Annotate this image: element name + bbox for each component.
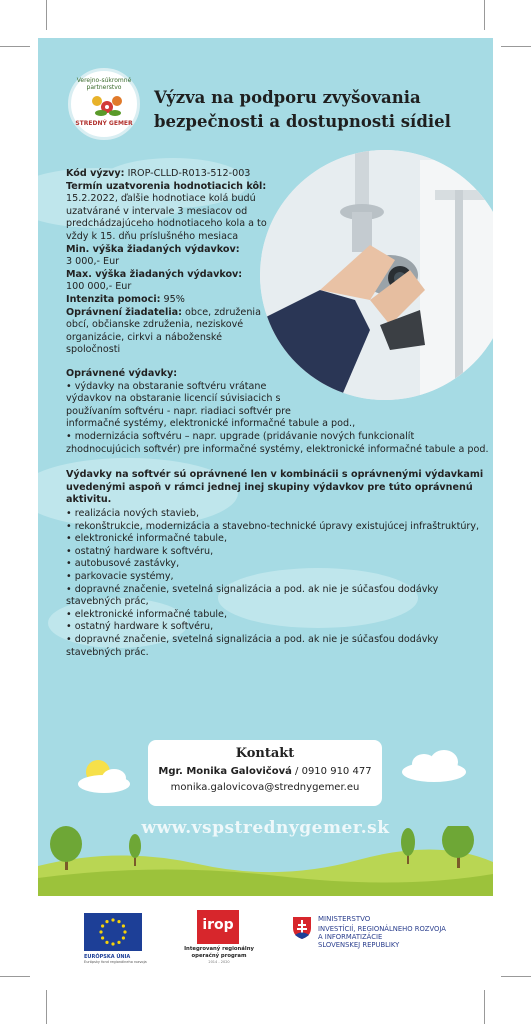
crop-mark xyxy=(501,976,531,977)
cctv-camera-illustration xyxy=(260,150,493,400)
max-value: 100 000,- Eur xyxy=(66,281,132,293)
vydavky-block xyxy=(66,368,493,456)
list-item: • rekonštrukcie, modernizácia a stavebno-technické úpravy existujúcej infraštruktúry, xyxy=(66,520,480,532)
cloud-icon xyxy=(394,746,474,786)
website-url[interactable]: www.vspstrednygemer.sk xyxy=(141,818,390,838)
slovak-crest-icon xyxy=(292,916,312,940)
irop-logo: irop xyxy=(197,910,239,944)
crop-mark xyxy=(46,990,47,1024)
contact-name: Mgr. Monika Galovičová xyxy=(158,766,292,777)
eu-subcaption: Európsky fond regionálneho rozvoja xyxy=(84,960,147,964)
cctv-installation-photo xyxy=(260,150,493,400)
kod-label: Kód výzvy: xyxy=(66,168,125,179)
min-value: 3 000,- Eur xyxy=(66,256,120,268)
contact-email[interactable]: monika.galovicova@strednygemer.eu xyxy=(170,782,360,793)
termin-label: Termín uzatvorenia hodnotiacich kôl: xyxy=(66,180,267,192)
vydavky-line: • modernizácia softvéru – napr. upgrade (pridávanie nových funkcionalít xyxy=(66,430,415,442)
contact-phone[interactable]: / 0910 910 477 xyxy=(295,766,372,777)
logo-bottom-text: STREDNÝ GEMER xyxy=(75,120,133,127)
vydavky-line: používaním softvéru - napr. riadiaci softvér pre xyxy=(66,405,291,417)
vydavky-label: Oprávnené výdavky: xyxy=(66,368,178,379)
intenzita: Intenzita pomoci: 95% xyxy=(66,293,185,305)
contact-title: Kontakt xyxy=(235,746,295,761)
ministry-title: MINISTERSTVO xyxy=(318,915,371,923)
title-line: bezpečnosti a dostupnosti sídiel xyxy=(154,112,451,131)
list-item: • elektronické informačné tabule, xyxy=(66,533,228,545)
kod-vyzvy xyxy=(66,168,271,181)
crop-mark xyxy=(0,46,30,47)
eu-flag-icon xyxy=(84,913,142,951)
list-item: • ostatný hardware k softvéru, xyxy=(66,545,214,557)
crop-mark xyxy=(484,0,485,30)
crop-mark xyxy=(501,46,531,47)
contact-name-phone xyxy=(148,766,382,777)
partner-logos xyxy=(0,910,531,970)
note-line: uvedenými aspoň v rámci jednej inej skupiny výdavkov pre túto oprávnenú aktivitu. xyxy=(66,481,473,506)
ministry-line: INVESTÍCIÍ, REGIONÁLNEHO ROZVOJA xyxy=(318,925,446,933)
vydavky-line: zhodnocujúcich softvér) pre informačné systémy, elektronické informačné tabule a pod. xyxy=(66,443,489,455)
sun-cloud-icon xyxy=(66,756,146,796)
irop-caption: Integrovaný regionálny operačný program xyxy=(184,946,254,959)
opravneni-line: spoločnosti xyxy=(66,344,121,356)
min-label: Min. výška žiadaných výdavkov: xyxy=(66,243,240,255)
activity-list xyxy=(66,508,493,659)
max-label: Max. výška žiadaných výdavkov: xyxy=(66,268,243,280)
list-item: • elektronické informačné tabule, xyxy=(66,608,228,620)
poster xyxy=(38,38,493,896)
list-item: • dopravné značenie, svetelná signalizácia a pod. ak nie je súčasťou dodávky xyxy=(66,583,439,595)
termin-line: vždy k 15. dňu príslušného mesiaca xyxy=(66,230,239,242)
landscape-illustration xyxy=(38,826,493,896)
crop-mark xyxy=(46,0,47,30)
title-line: Výzva na podporu zvyšovania xyxy=(154,88,421,107)
eu-caption: EURÓPSKA ÚNIA xyxy=(84,954,131,960)
note-block xyxy=(66,469,493,507)
ministry-line: A INFORMATIZÁCIE xyxy=(318,933,383,941)
irop-years: 2014 - 2020 xyxy=(208,960,230,964)
vydavky-line: • výdavky na obstaranie softvéru vrátane xyxy=(66,380,267,392)
list-item: stavebných prác, xyxy=(66,596,149,608)
termin-line: 15.2.2022, ďalšie hodnotiace kolá budú xyxy=(66,193,256,205)
page-title xyxy=(154,86,484,134)
crop-mark xyxy=(484,990,485,1024)
ministry-line: SLOVENSKEJ REPUBLIKY xyxy=(318,941,400,949)
opravneni: Oprávnení žiadatelia: obce, združenia xyxy=(66,306,261,318)
list-item: • realizácia nových stavieb, xyxy=(66,508,200,519)
crop-mark xyxy=(0,976,30,977)
opravneni-line: obcí, občianske združenia, neziskové xyxy=(66,319,244,331)
logo-arc-text: Verejno-súkromné partnerstvo xyxy=(76,77,132,91)
opravneni-line: organizácie, cirkvi a náboženské xyxy=(66,331,223,343)
vydavky-line: výdavkov na obstaranie licencií súvisiacich s xyxy=(66,393,281,405)
list-item: • dopravné značenie, svetelná signalizácia a pod. ak nie je súčasťou dodávky xyxy=(66,633,439,645)
termin-line: predchádzajúceho hodnotiaceho kola a to xyxy=(66,218,267,230)
flower-bird-icon xyxy=(89,91,125,119)
list-item: • ostatný hardware k softvéru, xyxy=(66,621,214,633)
note-line: Výdavky na softvér sú oprávnené len v kombinácii s oprávnenými výdavkami xyxy=(66,469,484,480)
list-item: • autobusové zastávky, xyxy=(66,558,180,570)
info-block xyxy=(66,168,271,357)
list-item: • parkovacie systémy, xyxy=(66,570,174,582)
kod-value: IROP-CLLD-R013-512-003 xyxy=(127,168,251,179)
vydavky-line: informačné systémy, elektronické informačné tabule a pod., xyxy=(66,418,356,430)
contact-card xyxy=(148,740,382,806)
list-item: stavebných prác. xyxy=(66,646,149,658)
termin-line: uzatvárané v intervale 3 mesiacov od xyxy=(66,205,248,217)
stredny-gemer-logo xyxy=(68,68,140,140)
